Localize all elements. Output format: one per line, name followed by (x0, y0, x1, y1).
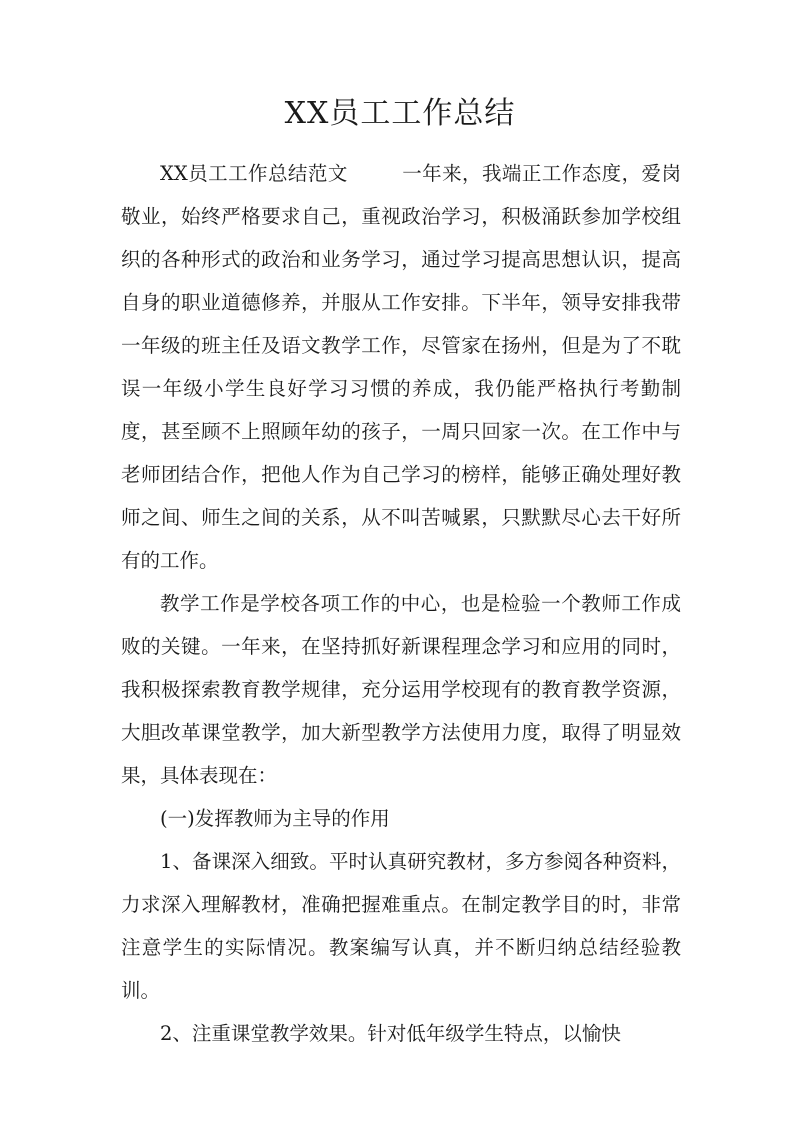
document-title: XX员工工作总结 (284, 96, 516, 131)
paragraph-2: 教学工作是学校各项工作的中心，也是检验一个教师工作成败的关键。一年来，在坚持抓好新课程理念学习和应用的同时，我积极探索教育教学规律，充分运用学校现有的教育教学资源，大胆改革课堂教学，加大新型教学方法使用力度，取得了明显效果，具体表现在： (121, 592, 681, 787)
section-heading-1: (一)发挥教师为主导的作用 (160, 807, 390, 830)
paragraph-intro (121, 152, 681, 582)
paragraph-1-text: 一年来，我端正工作态度，爱岗敬业，始终严格要求自己，重视政治学习，积极涌跃参加学校组织的各种形式的政治和业务学习，通过学习提高思想认识，提高自身的职业道德修养，并服从工作安排。下半年，领导安排我带一年级的班主任及语文教学工作，尽管家在扬州，但是为了不耽误一年级小学生良好学习习惯的养成，我仍能严格执行考勤制度，甚至顾不上照顾年幼的孩子，一周只回家一次。在工作中与老师团结合作，把他人作为自己学习的榜样，能够正确处理好教师之间、师生之间的关系，从不叫苦喊累，只默默尽心去干好所有的工作。 (121, 162, 681, 572)
document-body (121, 152, 681, 1055)
paragraph-item-1: 1、备课深入细致。平时认真研究教材，多方参阅各种资料，力求深入理解教材，准确把握难重点。在制定教学目的时，非常注意学生的实际情况。教案编写认真，并不断归纳总结经验教训。 (121, 850, 681, 1002)
intro-label: XX员工工作总结范文 (160, 162, 348, 185)
paragraph-item-2: 2、注重课堂教学效果。针对低年级学生特点，以愉快 (160, 1022, 621, 1045)
